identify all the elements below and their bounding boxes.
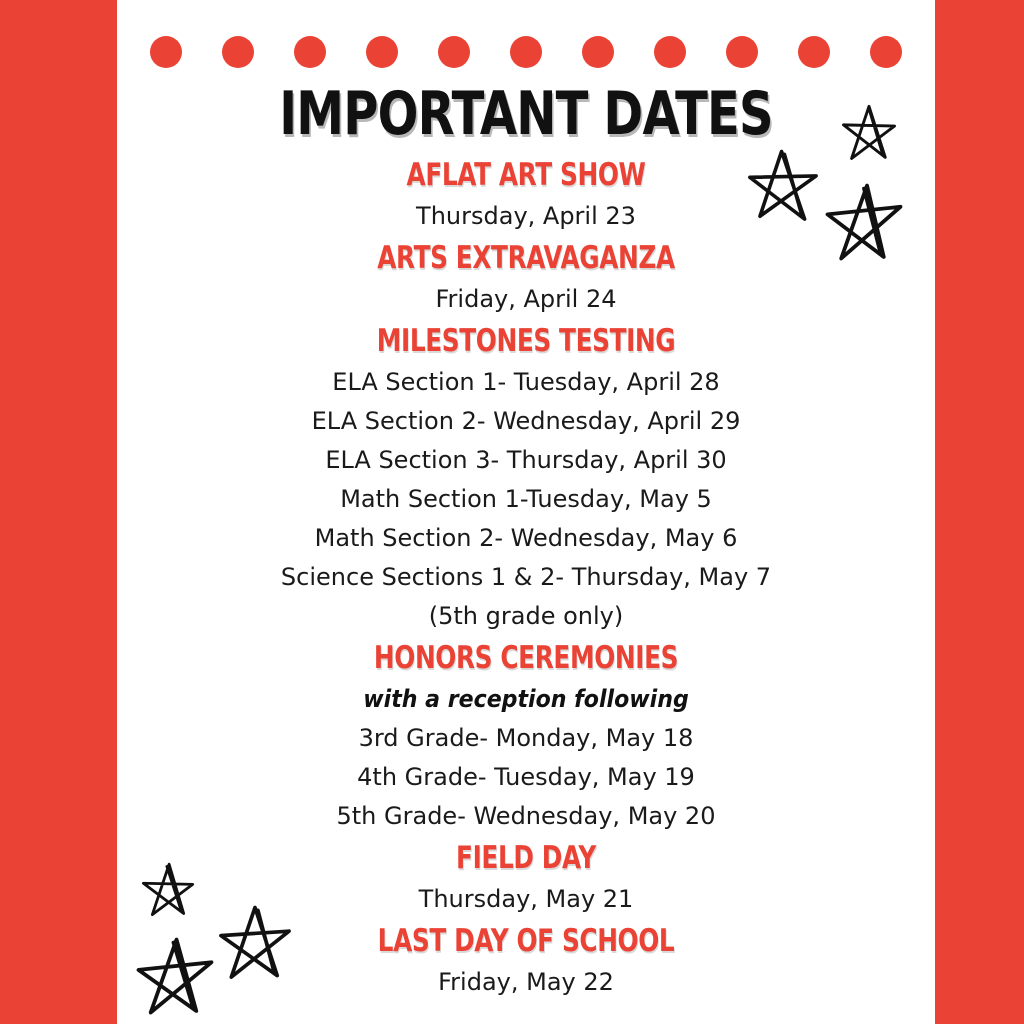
event-heading-arts-extravaganza: ARTS EXTRAVAGANZA (377, 240, 675, 276)
decorative-dot (510, 36, 542, 68)
event-heading-art-show: AFLAT ART SHOW (406, 157, 646, 193)
event-date: ELA Section 2- Wednesday, April 29 (311, 407, 741, 435)
event-date: 5th Grade- Wednesday, May 20 (336, 802, 716, 830)
event-date: ELA Section 1- Tuesday, April 28 (332, 368, 720, 396)
decorative-dot (582, 36, 614, 68)
decorative-dot (150, 36, 182, 68)
decorative-dot (726, 36, 758, 68)
decorative-dot (654, 36, 686, 68)
event-note: (5th grade only) (428, 602, 624, 630)
decorative-dot (870, 36, 902, 68)
event-date: 3rd Grade- Monday, May 18 (358, 724, 694, 752)
event-date: Thursday, May 21 (418, 885, 634, 913)
decorative-dot (366, 36, 398, 68)
event-heading-milestones-testing: MILESTONES TESTING (376, 323, 676, 359)
event-date: Thursday, April 23 (416, 202, 636, 230)
decorative-dot (222, 36, 254, 68)
event-date: Friday, May 22 (438, 968, 614, 996)
decorative-dot (798, 36, 830, 68)
event-date: Math Section 2- Wednesday, May 6 (314, 524, 738, 552)
events-list (117, 153, 935, 1002)
flyer-card (117, 0, 935, 1024)
event-heading-last-day-of-school: LAST DAY OF SCHOOL (377, 923, 675, 959)
event-heading-field-day: FIELD DAY (456, 840, 596, 876)
event-date: ELA Section 3- Thursday, April 30 (325, 446, 727, 474)
event-subtitle: with a reception following (363, 685, 689, 713)
page-title: IMPORTANT DATES (279, 79, 773, 149)
event-date: Math Section 1-Tuesday, May 5 (340, 485, 712, 513)
top-dots-row (117, 36, 935, 68)
event-date: 4th Grade- Tuesday, May 19 (357, 763, 695, 791)
event-date: Friday, April 24 (435, 285, 617, 313)
decorative-dot (438, 36, 470, 68)
event-heading-honors-ceremonies: HONORS CEREMONIES (373, 640, 679, 676)
decorative-dot (294, 36, 326, 68)
event-date: Science Sections 1 & 2- Thursday, May 7 (280, 563, 772, 591)
